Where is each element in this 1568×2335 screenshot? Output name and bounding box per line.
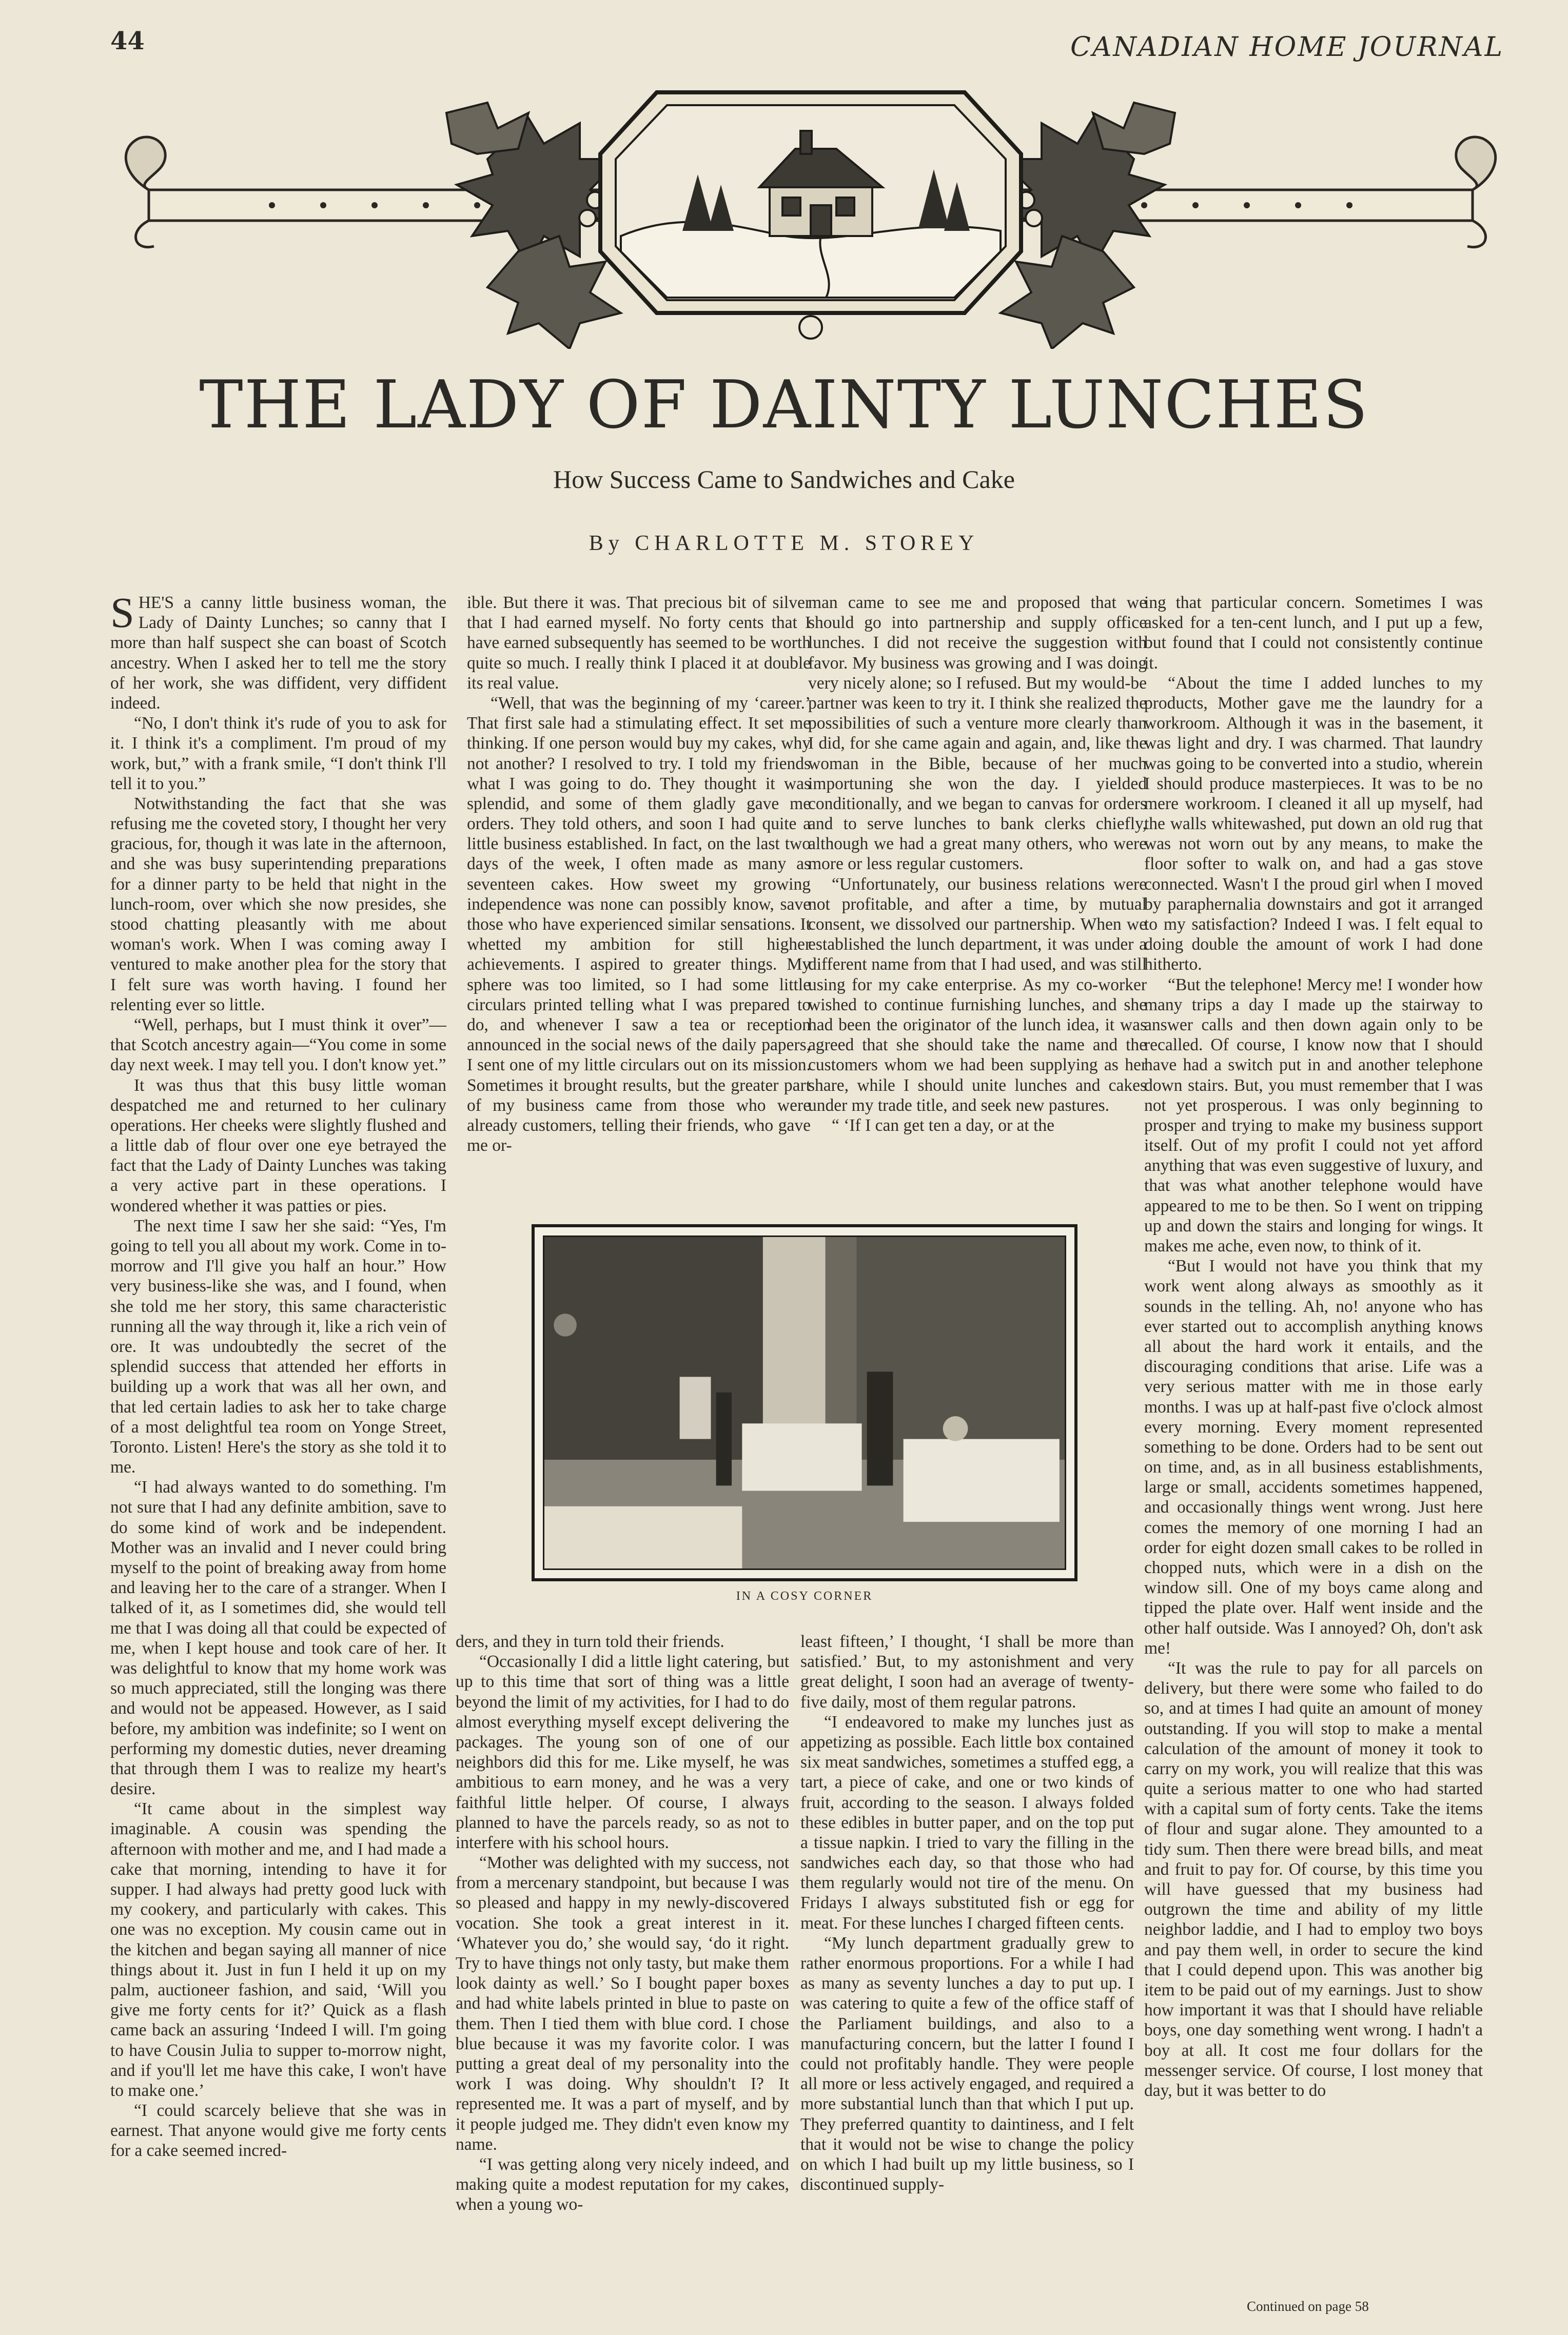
byline: By CHARLOTTE M. STOREY	[589, 532, 979, 555]
paragraph: “Unfortunately, our business relations were not profitable, and after a time, by mutual consent, we dissolved our partnership. When we established the lunch department, it was under a different name from that I had used, and was still using for my cake enterprise. As my co-worker wished to continue furnishing lunches, and she had been the originator of the lunch idea, it was agreed that she should take the name and the customers whom we had been supplying as her share, while I should unite lunches and cakes under my trade title, and seek new pastures.	[808, 874, 1147, 1115]
paragraph: “It came about in the simplest way imaginable. A cousin was spending the afternoon with mother and me, and I had made a cake that morning, intending to have it for supper. I had always had pretty good luck with my cookery, and particularly with cakes. This one was no exception. My cousin came out in the kitchen and began saying all manner of nice things about it. Just in fun I held it up on my palm, auctioneer fashion, and said, ‘Will you give me forty cents for it?’ Quick as a flash came back an assuring ‘Indeed I will. I'm going to have Cousin Julia to supper to-morrow night, and if you'll let me have this cake, I won't have to make one.’	[110, 1799, 446, 2100]
paragraph: man came to see me and proposed that we should go into partnership and supply office lunches. I did not receive the suggestion with favor. My business was growing and I was doing very nicely alone; so I refused. But my would-be partner was keen to try it. I think she realized the possibilities of such a venture more clearly than I did, for she came again and again, and, like the woman in the Bible, because of her much importuning she won the day. I yielded conditionally, and we began to canvas for orders and to serve lunches to bank clerks chiefly, although we had a great many others, who were more or less regular customers.	[808, 593, 1147, 874]
paragraph: “I endeavored to make my lunches just as appetizing as possible. Each little box contained six meat sandwiches, sometimes a stuffed egg, a tart, a piece of cake, and one or two kinds of fruit, according to the season. I always folded these edibles in butter paper, and on the top put a tissue napkin. I tried to vary the filling in the sandwiches each day, so that those who had them regularly would not tire of the menu. On Fridays I always substituted fish or egg for meat. For these lunches I charged fifteen cents.	[800, 1712, 1134, 1933]
paragraph: “I had always wanted to do something. I'm not sure that I had any definite ambition, save to do some kind of work and be independent. Mother was an invalid and I never could bring myself to the point of breaking away from home and leaving her to the care of a stranger. When I talked of it, as I sometimes did, she would tell me that I was doing all that could be expected of me, when I kept house and took care of her. It was delightful to know that my home work was so much appreciated, still the longing was there and would not be appeased. However, as I said before, my ambition was indefinite; so I went on performing my domestic duties, never dreaming that through them I was to realize my heart's desire.	[110, 1478, 446, 1799]
text-column-4	[1144, 593, 1483, 2301]
article-subtitle: How Success Came to Sandwiches and Cake	[553, 465, 1015, 494]
paragraph: “But I would not have you think that my work went along always as smoothly as it sounds in the telling. Ah, no! anyone who has ever started out to accomplish anything knows all about the hard work it entails, and the discouraging conditions that arise. Life was a very serious matter with me in those early months. I was up at half-past five o'clock almost every morning. Every moment represented something to be done. Orders had to be sent out on time, and, as in all business establishments, large or small, accidents sometimes happened, and occasionally things went wrong. Just here comes the memory of one morning I had an order for eight dozen small cakes to be rolled in chopped nuts, which were in a dish on the window sill. One of my boys came along and tipped the plate over. Half went inside and the other half outside. Was I annoyed? Oh, don't ask me!	[1144, 1257, 1483, 1658]
paragraph: “Well, perhaps, but I must think it over”—that Scotch ancestry again—“You come in some day next week. I may tell you. I don't know yet.”	[110, 1015, 446, 1075]
paragraph: “Well, that was the beginning of my ‘career.’ That first sale had a stimulating effect. It set me thinking. If one person would buy my cakes, why not another? I resolved to try. I told my friends what I was going to do. They thought it was splendid, and some of them gladly gave me orders. They told others, and soon I had quite a little business established. In fact, on the last two days of the week, I often made as many as seventeen cakes. How sweet my growing independence was none can possibly know, save those who have experienced similar sensations. It whetted my ambition for still higher achievements. I aspired to greater things. My sphere was too limited, so I had some little circulars printed telling what I was prepared to do, and whenever I saw a tea or reception announced in the social news of the daily papers, I sent one of my little circulars out on its mission. Sometimes it brought results, but the greater part of my business came from those who were already customers, telling their friends, who gave me or-	[467, 693, 811, 1155]
paragraph: SHE'S a canny little business woman, the Lady of Dainty Lunches; so canny that I more than half suspect she can boast of Scotch ancestry. When I asked her to tell me the story of her work, she was diffident, very diffident indeed.	[110, 593, 446, 713]
paragraph: “I could scarcely believe that she was in earnest. That anyone would give me forty cents for a cake seemed incred-	[110, 2101, 446, 2161]
photo-tea-room	[532, 1224, 1077, 1581]
paragraph: “I was getting along very nicely indeed, and making quite a modest reputation for my cakes, when a young wo-	[456, 2154, 789, 2214]
magazine-name: CANADIAN HOME JOURNAL	[1070, 32, 1504, 63]
page-number: 44	[110, 27, 145, 55]
paragraph: “It was the rule to pay for all parcels on delivery, but there were some who failed to do so, and at times I had quite an amount of money outstanding. If you will stop to make a mental calculation of the amount of money it took to carry on my work, you will realize that this was quite a serious matter to one who had started with a capital sum of forty cents. Take the items of flour and sugar alone. They amounted to a tidy sum. Then there were bread bills, and meat and fruit to pay for. Of course, by this time you will have guessed that my business had outgrown the time and ability of my little neighbor laddie, and I had to employ two boys and pay them well, in order to secure the kind that I could depend upon. This was another big item to be paid out of my earnings. Just to show how important it was that I should have reliable boys, one day something went wrong. I hadn't a boy at all. It cost me four dollars for the messenger service. Of course, I lost money that day, but it was better to do	[1144, 1658, 1483, 2100]
photo-image	[543, 1235, 1066, 1570]
paragraph: Notwithstanding the fact that she was refusing me the coveted story, I thought her very gracious, for, though it was late in the afternoon, and she was busy superintending preparations for a dinner party to be held that night in the lunch-room, over which she now presides, she stood chatting pleasantly with me about woman's work. When I was coming away I ventured to make another plea for the story that I felt sure was worth having. I found her relenting ever so little.	[110, 794, 446, 1014]
photo-caption: IN A COSY CORNER	[736, 1590, 873, 1603]
article-title: THE LADY OF DAINTY LUNCHES	[199, 367, 1369, 443]
paragraph: “No, I don't think it's rude of you to ask for it. I think it's a compliment. I'm proud of my work, but,” with a frank smile, “I don't think I'll tell it to you.”	[110, 714, 446, 793]
paragraph: “ ‘If I can get ten a day, or at the	[832, 1115, 1055, 1135]
paragraph: The next time I saw her she said: “Yes, I'm going to tell you all about my work. Come in to-morrow and I'll give you half an hour.” How very business-like she was, and I found, when she told me her story, this same characteristic running all the way through it, like a rich vein of ore. It was undoubtedly the secret of the splendid success that attended her efforts in building up a work that was all her own, and that led certain ladies to ask her to take charge of a most delightful tea room on Yonge Street, Toronto. Listen! Here's the story as she told it to me.	[110, 1216, 446, 1477]
paragraph: “Mother was delighted with my success, not from a mercenary standpoint, but because I was so pleased and happy in my newly-discovered vocation. She took a great interest in it. ‘Whatever you do,’ she would say, ‘do it right. Try to have things not only tasty, but make them look dainty as well.’ So I bought paper boxes and had white labels printed in blue to paste on them. Then I tied them with blue cord. I chose blue because it was my favorite color. I was putting a great deal of my personality into the work I was doing. Why shouldn't I? It represented me. It was a part of myself, and by it people judged me. They didn't even know my name.	[456, 1853, 789, 2154]
text-column-3-bottom	[800, 1632, 1134, 2293]
paragraph: ible. But there it was. That precious bit of silver that I had earned myself. No forty cents that I have earned subsequently has seemed to be worth quite so much. I really think I placed it at double its real value.	[467, 593, 811, 693]
continued-note: Continued on page 58	[1247, 2299, 1369, 2314]
paragraph: “My lunch department gradually grew to rather enormous proportions. For a while I had as many as seventy lunches a day to put up. I was catering to quite a few of the office staff of the Parliament buildings, and also to a manufacturing concern, but the latter I found I could not profitably handle. They were people all more or less actively engaged, and required a more substantial lunch than that which I put up. They preferred quantity to daintiness, and I felt that it would not be wise to change the policy on which I had built up my little business, so I discontinued supply-	[800, 1933, 1134, 2194]
text-column-2-bottom	[456, 1632, 789, 2293]
drop-cap: S	[110, 593, 134, 637]
paragraph: “About the time I added lunches to my products, Mother gave me the laundry for a workroom. Although it was in the basement, it was light and dry. I was charmed. That laundry was going to be converted into a studio, wherein I should produce masterpieces. It was to be no mere workroom. I cleaned it all up myself, had the walls whitewashed, put down an old rug that was not worn out by any means, to make the floor softer to walk on, and had a gas stove connected. Wasn't I the proud girl when I moved by paraphernalia downstairs and got it arranged to my satisfaction? Indeed I was. I felt equal to doing double the amount of work I had done hitherto.	[1144, 673, 1483, 974]
paragraph: least fifteen,’ I thought, ‘I shall be more than satisfied.’ But, to my astonishment and very great delight, I soon had an average of twenty-five daily, most of them regular patrons.	[800, 1632, 1134, 1712]
paragraph: “But the telephone! Mercy me! I wonder how many trips a day I made up the stairway to answer calls and then down again only to be recalled. Of course, I know now that I should have had a switch put in and another telephone down stairs. But, you must remember that I was not yet prosperous. I was only beginning to prosper and trying to make my business support itself. Out of my profit I could not yet afford anything that was even suggestive of luxury, and that was what another telephone would have appeared to me to be then. So I went on tripping up and down the stairs and longing for wings. It makes me ache, even now, to think of it.	[1144, 975, 1483, 1255]
paragraph: “Occasionally I did a little light catering, but up to this time that sort of thing was a little beyond the limit of my activities, for I had to do almost everything myself except delivering the packages. The young son of one of our neighbors did this for me. Like myself, he was ambitious to earn money, and he was a very faithful little helper. Of course, I always planned to have the parcels ready, so as not to interfere with his school hours.	[456, 1652, 789, 1852]
text-column-1	[110, 593, 446, 2245]
paragraph: ders, and they in turn told their friends.	[456, 1632, 724, 1651]
text-column-2-top	[467, 593, 811, 1198]
text-column-3-top	[808, 593, 1147, 1198]
paragraph: ing that particular concern. Sometimes I was asked for a ten-cent lunch, and I put up a few, but found that I could not consistently continue it.	[1144, 593, 1483, 673]
paragraph: It was thus that this busy little woman despatched me and returned to her culinary operations. Her cheeks were slightly flushed and a little dab of flour over one eye betrayed the fact that the Lady of Dainty Lunches was taking a very active part in these operations. I wondered whether it was patties or pies.	[110, 1075, 446, 1215]
tea-room-photo-icon	[544, 1237, 1065, 1568]
holly-cottage-illustration	[118, 82, 1503, 349]
